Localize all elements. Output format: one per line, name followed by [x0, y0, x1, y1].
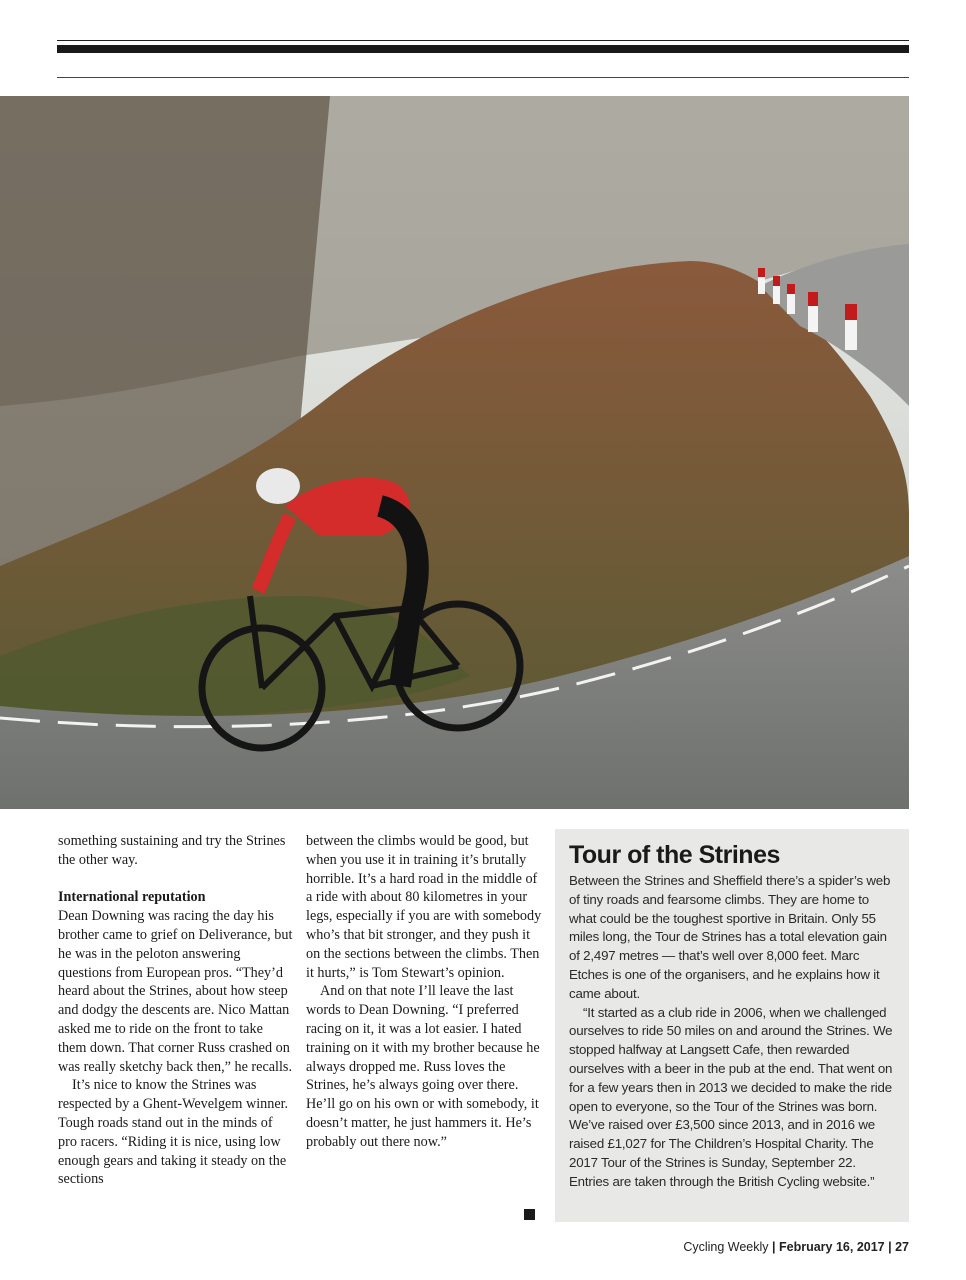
top-thin-rule — [57, 40, 909, 41]
column2-paragraph-2: And on that note I’ll leave the last words to Dean Downing. “I preferred racing on it, it was a lot easier. I hated training on it with my brother because he always dropped me. Russ loves the Strines, he’s always going over there. He’ll go on his own or with somebody, it doesn’t matter, he just hammers it. He’s probably out there now.” — [306, 983, 540, 1150]
column2-paragraph-1: between the climbs would be good, but when you use it in training it’s brutally horrible. It’s a hard road in the middle of a ride with about 80 kilometres in your legs, especially if you are with somebody who’s that bit stronger, and they push it on the sections between the climbs. Then it hurts,” is Tom Stewart’s opinion. — [306, 833, 542, 981]
top-thick-rule — [57, 45, 909, 53]
footer-separator-2: | — [888, 1240, 892, 1254]
sidebar-paragraph-1: Between the Strines and Sheffield there’s a spider’s web of tiny roads and fearsome climbs. They are home to what could be the toughest sportive in Britain. Only 55 miles long, the Tour de Strines has a total elevation gain of 2,497 metres — that’s well over 8,000 feet. Marc Etches is one of the organisers, and he explains how it came about. — [569, 873, 891, 1001]
cyclist-descending-photo — [0, 96, 909, 809]
page-footer — [683, 1240, 909, 1254]
column1-paragraph-1: something sustaining and try the Strines the other way. — [58, 833, 286, 868]
page-number: 27 — [895, 1240, 909, 1254]
publication-name: Cycling Weekly — [683, 1240, 769, 1254]
sidebar-title: Tour of the Strines — [569, 841, 780, 869]
footer-separator: | — [772, 1240, 776, 1254]
sidebar-paragraph-2: “It started as a club ride in 2006, when we challenged ourselves to ride 50 miles on and around the Strines. We stopped halfway at Langsett Cafe, then rewarded ourselves with a beer in the pub at the end. That went on for a few years then in 2013 we decided to make the ride open to everyone, so the Tour of the Strines was born. We’ve raised over £3,500 since 2013, and in 2016 we raised £1,027 for The Children’s Hospital Charity. The 2017 Tour of the Strines is Sunday, September 22. Entries are taken through the British Cycling website.” — [569, 1004, 893, 1189]
article-column-1 — [58, 832, 294, 1189]
sidebar-box — [555, 829, 909, 1222]
subhead-international-reputation: International reputation — [58, 889, 206, 906]
article-column-2 — [306, 832, 542, 1152]
column1-paragraph-3: It’s nice to know the Strines was respected by a Ghent-Wevelgem winner. Tough roads stand out in the minds of pro racers. “Riding it is nice, using low enough gears and taking it steady on the sections — [58, 1077, 289, 1188]
header-divider — [57, 77, 909, 78]
issue-date: February 16, 2017 — [779, 1240, 885, 1254]
column1-paragraph-2: Dean Downing was racing the day his brother came to grief on Deliverance, but he was in the peloton answering questions from European pros. “They’d heard about the Strines, about how steep and dodgy the descents are. Nico Mattan asked me to ride on the front to take them down. That corner Russ crashed on was really sketchy back then,” he recalls. — [58, 908, 293, 1075]
end-of-article-square-icon — [524, 1209, 535, 1220]
